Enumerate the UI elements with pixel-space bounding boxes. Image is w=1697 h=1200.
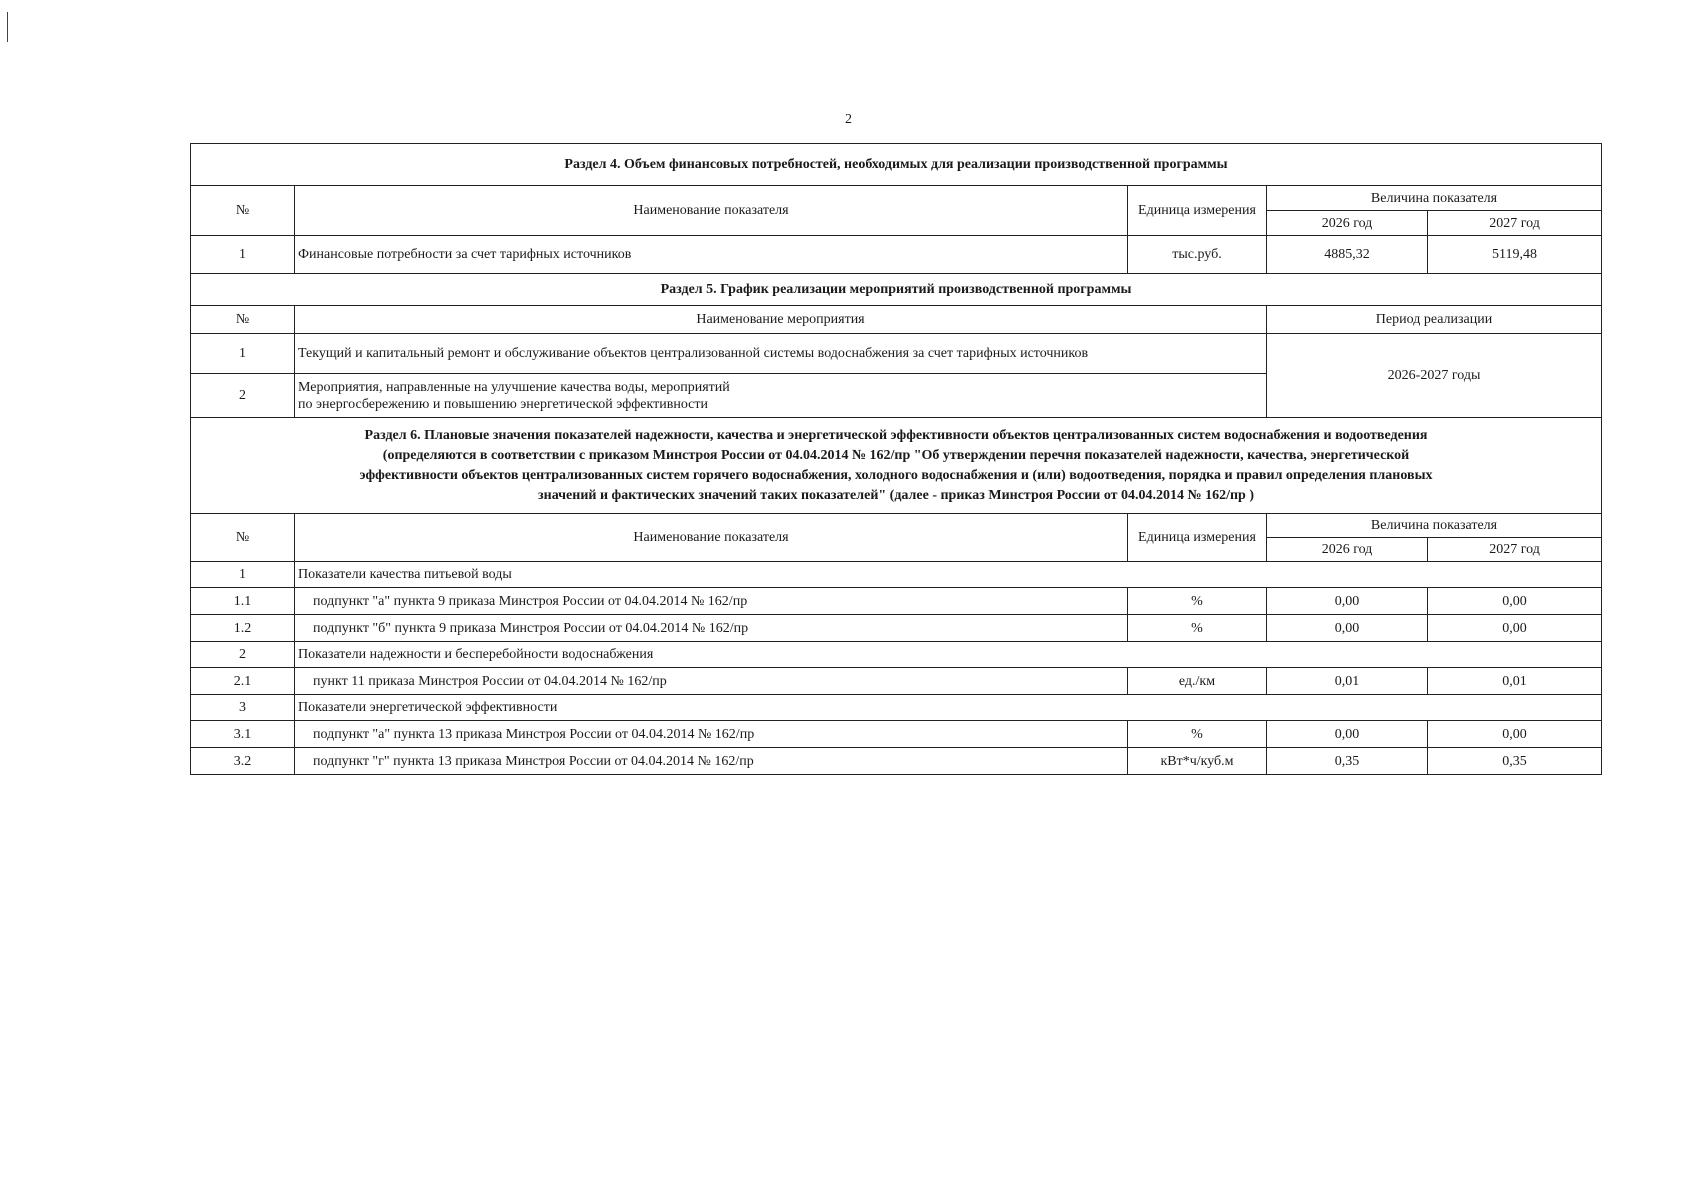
document-sheet bbox=[190, 143, 1601, 775]
section6-title bbox=[191, 418, 1602, 514]
section4-header-year2: 2027 год bbox=[1428, 211, 1602, 236]
section6-title-line4: значений и фактических значений таких показателей" (далее - приказ Минстроя России от 04.04.2014 № 162/пр ) bbox=[538, 487, 1255, 503]
row-value-2027: 0,35 bbox=[1428, 748, 1602, 775]
row-value-2026: 0,01 bbox=[1267, 668, 1428, 695]
table-row bbox=[191, 668, 1602, 695]
row-num: 2 bbox=[191, 374, 295, 418]
row-value-2026: 4885,32 bbox=[1267, 236, 1428, 274]
row-value-2026: 0,00 bbox=[1267, 721, 1428, 748]
row-num: 1 bbox=[191, 236, 295, 274]
section6-title-line2: (определяются в соответствии с приказом Минстроя России от 04.04.2014 № 162/пр "Об утверждении перечня показателей надежности, качества, энергетической bbox=[382, 447, 1410, 463]
row-num: 1.1 bbox=[191, 588, 295, 615]
section6-header-name: Наименование показателя bbox=[295, 514, 1128, 562]
row-unit: тыс.руб. bbox=[1128, 236, 1267, 274]
row-unit: % bbox=[1128, 588, 1267, 615]
group-row bbox=[191, 642, 1602, 668]
row-num: 1 bbox=[191, 334, 295, 374]
group-row bbox=[191, 562, 1602, 588]
row-name bbox=[295, 374, 1267, 418]
group-row bbox=[191, 695, 1602, 721]
group-num: 3 bbox=[191, 695, 295, 721]
group-name: Показатели энергетической эффективности bbox=[295, 695, 1602, 721]
row-num: 3.1 bbox=[191, 721, 295, 748]
section4-title: Раздел 4. Объем финансовых потребностей, необходимых для реализации производственной программы bbox=[191, 144, 1602, 186]
section4-header-value: Величина показателя bbox=[1267, 186, 1602, 211]
row-name: подпункт "б" пункта 9 приказа Минстроя России от 04.04.2014 № 162/пр bbox=[295, 615, 1128, 642]
section6-title-line3: эффективности объектов централизованных систем горячего водоснабжения, холодного водоснабжения и (или) водоотведения, порядка и правил определения плановых bbox=[359, 467, 1433, 483]
table-row bbox=[191, 721, 1602, 748]
program-table bbox=[190, 143, 1602, 775]
section4-header-num: № bbox=[191, 186, 295, 236]
row-value-2027: 0,01 bbox=[1428, 668, 1602, 695]
row-num: 2.1 bbox=[191, 668, 295, 695]
section6-header-year2: 2027 год bbox=[1428, 538, 1602, 562]
section4-header-name: Наименование показателя bbox=[295, 186, 1128, 236]
row-name: подпункт "а" пункта 13 приказа Минстроя России от 04.04.2014 № 162/пр bbox=[295, 721, 1128, 748]
row-value-2026: 0,00 bbox=[1267, 588, 1428, 615]
row-name-line1: Мероприятия, направленные на улучшение качества воды, мероприятий bbox=[298, 379, 730, 395]
section5-header-name: Наименование мероприятия bbox=[295, 306, 1267, 334]
row-unit: кВт*ч/куб.м bbox=[1128, 748, 1267, 775]
section4-header-unit: Единица измерения bbox=[1128, 186, 1267, 236]
table-row bbox=[191, 748, 1602, 775]
table-row bbox=[191, 588, 1602, 615]
section4-header-year1: 2026 год bbox=[1267, 211, 1428, 236]
section5-period-value: 2026-2027 годы bbox=[1267, 334, 1602, 418]
group-name: Показатели качества питьевой воды bbox=[295, 562, 1602, 588]
row-unit: ед./км bbox=[1128, 668, 1267, 695]
row-value-2027: 0,00 bbox=[1428, 588, 1602, 615]
row-unit: % bbox=[1128, 721, 1267, 748]
row-name: подпункт "г" пункта 13 приказа Минстроя России от 04.04.2014 № 162/пр bbox=[295, 748, 1128, 775]
section5-title: Раздел 5. График реализации мероприятий производственной программы bbox=[191, 274, 1602, 306]
row-value-2026: 0,00 bbox=[1267, 615, 1428, 642]
section6-header-value: Величина показателя bbox=[1267, 514, 1602, 538]
group-name: Показатели надежности и бесперебойности водоснабжения bbox=[295, 642, 1602, 668]
section6-header-unit: Единица измерения bbox=[1128, 514, 1267, 562]
group-num: 2 bbox=[191, 642, 295, 668]
page-number: 2 bbox=[845, 112, 852, 127]
group-num: 1 bbox=[191, 562, 295, 588]
row-num: 1.2 bbox=[191, 615, 295, 642]
row-value-2027: 0,00 bbox=[1428, 721, 1602, 748]
row-value-2026: 0,35 bbox=[1267, 748, 1428, 775]
row-name: Финансовые потребности за счет тарифных источников bbox=[295, 236, 1128, 274]
section5-header-num: № bbox=[191, 306, 295, 334]
row-name-line2: по энергосбережению и повышению энергетической эффективности bbox=[298, 396, 708, 412]
row-value-2027: 0,00 bbox=[1428, 615, 1602, 642]
row-name: Текущий и капитальный ремонт и обслуживание объектов централизованной системы водоснабжения за счет тарифных источников bbox=[295, 334, 1267, 374]
table-row bbox=[191, 615, 1602, 642]
section6-title-line1: Раздел 6. Плановые значения показателей надежности, качества и энергетической эффективности объектов централизованных систем водоснабжения и водоотведения bbox=[364, 427, 1428, 443]
table-row bbox=[191, 334, 1602, 374]
row-name: подпункт "а" пункта 9 приказа Минстроя России от 04.04.2014 № 162/пр bbox=[295, 588, 1128, 615]
section6-header-num: № bbox=[191, 514, 295, 562]
row-name: пункт 11 приказа Минстроя России от 04.04.2014 № 162/пр bbox=[295, 668, 1128, 695]
row-value-2027: 5119,48 bbox=[1428, 236, 1602, 274]
row-num: 3.2 bbox=[191, 748, 295, 775]
scan-edge-mark bbox=[7, 12, 8, 42]
section6-header-year1: 2026 год bbox=[1267, 538, 1428, 562]
section5-header-period: Период реализации bbox=[1267, 306, 1602, 334]
row-unit: % bbox=[1128, 615, 1267, 642]
table-row bbox=[191, 236, 1602, 274]
